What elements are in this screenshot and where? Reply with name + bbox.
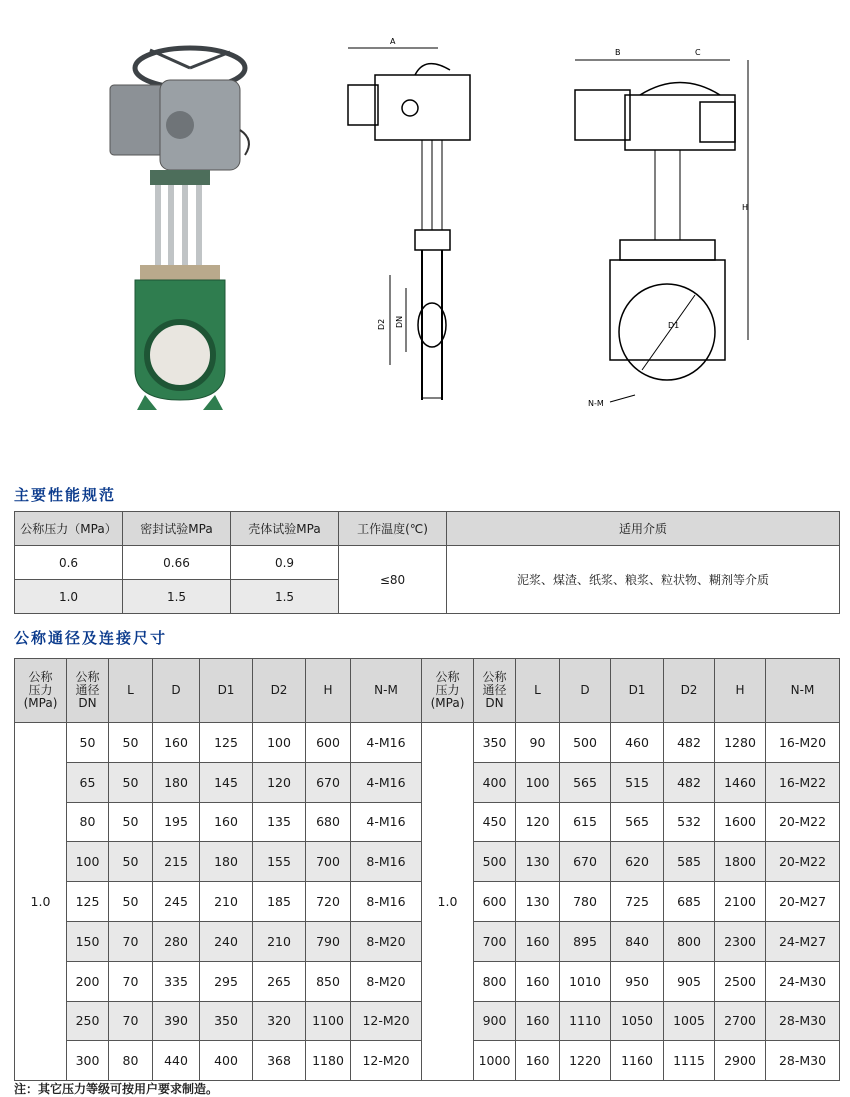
cell-h: 2900 <box>715 1041 766 1081</box>
cell-nm: 8-M16 <box>351 882 422 922</box>
cell-d: 215 <box>153 842 200 882</box>
cell-d2: 1005 <box>664 1001 715 1041</box>
cell-d1: 145 <box>200 762 253 802</box>
cell-pn-left: 1.0 <box>15 723 67 1081</box>
cell-d1: 400 <box>200 1041 253 1081</box>
cell-dn: 450 <box>474 802 516 842</box>
cell-d2: 482 <box>664 723 715 763</box>
cell-l: 70 <box>109 1001 153 1041</box>
header-text: DN <box>485 696 504 710</box>
header-l: L <box>516 659 560 723</box>
cell-l: 80 <box>109 1041 153 1081</box>
cell-d2: 265 <box>253 961 306 1001</box>
cell-h: 1100 <box>306 1001 351 1041</box>
cell-d1: 1160 <box>611 1041 664 1081</box>
cell-nm: 12-M20 <box>351 1041 422 1081</box>
cell-nm: 28-M30 <box>766 1001 840 1041</box>
cell-d: 280 <box>153 921 200 961</box>
header-d: D <box>153 659 200 723</box>
cell-d2: 532 <box>664 802 715 842</box>
cell-h: 2100 <box>715 882 766 922</box>
cell-l: 160 <box>516 961 560 1001</box>
cell-h: 1180 <box>306 1041 351 1081</box>
table-row <box>15 546 840 580</box>
cell-nm: 4-M16 <box>351 762 422 802</box>
cell-d1: 350 <box>200 1001 253 1041</box>
header-dn-right <box>474 659 516 723</box>
cell-d1: 125 <box>200 723 253 763</box>
label-b: B <box>615 48 621 57</box>
front-drawing <box>570 40 770 420</box>
header-nm: N-M <box>766 659 840 723</box>
cell-d: 245 <box>153 882 200 922</box>
cell-d: 670 <box>560 842 611 882</box>
label-nm: N-M <box>588 399 604 408</box>
label-h: H <box>742 203 749 212</box>
cell-dn: 65 <box>67 762 109 802</box>
cell-d: 895 <box>560 921 611 961</box>
label-c: C <box>695 48 701 57</box>
cell-d2: 135 <box>253 802 306 842</box>
cell-d2: 905 <box>664 961 715 1001</box>
cell-dn: 125 <box>67 882 109 922</box>
cell-d1: 240 <box>200 921 253 961</box>
cell-d1: 210 <box>200 882 253 922</box>
cell-nm: 20-M27 <box>766 882 840 922</box>
header-d: D <box>560 659 611 723</box>
cell-d1: 565 <box>611 802 664 842</box>
label-a: A <box>390 37 396 46</box>
cell-d: 1220 <box>560 1041 611 1081</box>
cell-l: 130 <box>516 882 560 922</box>
cell-h: 700 <box>306 842 351 882</box>
cell-h: 850 <box>306 961 351 1001</box>
cell-dn: 100 <box>67 842 109 882</box>
cell-d2: 100 <box>253 723 306 763</box>
table-header-row <box>15 512 840 546</box>
cell-h: 1800 <box>715 842 766 882</box>
cell-pn: 0.6 <box>15 546 123 580</box>
cell-nm: 24-M27 <box>766 921 840 961</box>
header-nm: N-M <box>351 659 422 723</box>
header-text: 通径 <box>482 683 507 697</box>
cell-d1: 180 <box>200 842 253 882</box>
dimension-table-body <box>15 723 840 1081</box>
cell-d2: 800 <box>664 921 715 961</box>
cell-nm: 28-M30 <box>766 1041 840 1081</box>
cell-dn: 500 <box>474 842 516 882</box>
cell-pn: 1.0 <box>15 580 123 614</box>
header-text: 公称 <box>435 670 460 684</box>
cell-d2: 685 <box>664 882 715 922</box>
cell-d2: 155 <box>253 842 306 882</box>
header-text: 压力 <box>28 683 53 697</box>
cell-d: 780 <box>560 882 611 922</box>
cell-l: 50 <box>109 802 153 842</box>
header-text: 公称 <box>482 670 507 684</box>
cell-nm: 16-M22 <box>766 762 840 802</box>
cell-d: 615 <box>560 802 611 842</box>
cell-d2: 1115 <box>664 1041 715 1081</box>
cell-d: 440 <box>153 1041 200 1081</box>
cell-d: 390 <box>153 1001 200 1041</box>
cell-shell: 0.9 <box>231 546 339 580</box>
figure-area <box>0 0 850 470</box>
header-pn-left <box>15 659 67 723</box>
cell-nm: 20-M22 <box>766 842 840 882</box>
cell-d: 1010 <box>560 961 611 1001</box>
cell-d2: 585 <box>664 842 715 882</box>
cell-dn: 200 <box>67 961 109 1001</box>
cell-nm: 8-M20 <box>351 961 422 1001</box>
section-title-dimensions: 公称通径及连接尺寸 <box>14 629 168 647</box>
cell-seal: 1.5 <box>123 580 231 614</box>
cell-dn: 300 <box>67 1041 109 1081</box>
side-drawing <box>330 30 500 420</box>
cell-l: 90 <box>516 723 560 763</box>
cell-dn: 1000 <box>474 1041 516 1081</box>
header-d2: D2 <box>664 659 715 723</box>
cell-nm: 20-M22 <box>766 802 840 842</box>
header-l: L <box>109 659 153 723</box>
header-h: H <box>715 659 766 723</box>
cell-l: 160 <box>516 1041 560 1081</box>
cell-dn: 50 <box>67 723 109 763</box>
cell-dn: 400 <box>474 762 516 802</box>
cell-h: 2500 <box>715 961 766 1001</box>
cell-seal: 0.66 <box>123 546 231 580</box>
cell-h: 600 <box>306 723 351 763</box>
cell-l: 100 <box>516 762 560 802</box>
cell-h: 790 <box>306 921 351 961</box>
cell-dn: 80 <box>67 802 109 842</box>
cell-d: 565 <box>560 762 611 802</box>
cell-h: 680 <box>306 802 351 842</box>
label-d2: D2 <box>377 318 386 330</box>
cell-d2: 320 <box>253 1001 306 1041</box>
header-nominal-pressure: 公称压力（MPa） <box>15 512 123 546</box>
cell-nm: 8-M20 <box>351 921 422 961</box>
header-text: (MPa) <box>430 696 465 710</box>
cell-nm: 4-M16 <box>351 802 422 842</box>
cell-d1: 840 <box>611 921 664 961</box>
cell-h: 2700 <box>715 1001 766 1041</box>
cell-dn: 700 <box>474 921 516 961</box>
cell-d: 160 <box>153 723 200 763</box>
cell-dn: 150 <box>67 921 109 961</box>
cell-h: 670 <box>306 762 351 802</box>
cell-l: 50 <box>109 842 153 882</box>
cell-d1: 295 <box>200 961 253 1001</box>
cell-l: 50 <box>109 882 153 922</box>
section-title-performance: 主要性能规范 <box>14 486 117 504</box>
header-text: 公称 <box>28 670 53 684</box>
cell-nm: 4-M16 <box>351 723 422 763</box>
label-dn: DN <box>395 315 404 328</box>
header-h: H <box>306 659 351 723</box>
cell-d1: 1050 <box>611 1001 664 1041</box>
cell-h: 1280 <box>715 723 766 763</box>
cell-l: 70 <box>109 921 153 961</box>
header-text: 通径 <box>75 683 100 697</box>
cell-d2: 368 <box>253 1041 306 1081</box>
cell-shell: 1.5 <box>231 580 339 614</box>
cell-d2: 185 <box>253 882 306 922</box>
cell-d1: 725 <box>611 882 664 922</box>
performance-table <box>14 511 840 614</box>
header-dn-left <box>67 659 109 723</box>
header-d2: D2 <box>253 659 306 723</box>
cell-d1: 950 <box>611 961 664 1001</box>
cell-nm: 12-M20 <box>351 1001 422 1041</box>
cell-d: 500 <box>560 723 611 763</box>
cell-dn: 600 <box>474 882 516 922</box>
header-working-temp: 工作温度(℃) <box>339 512 447 546</box>
cell-dn: 800 <box>474 961 516 1001</box>
cell-d1: 515 <box>611 762 664 802</box>
cell-nm: 16-M20 <box>766 723 840 763</box>
cell-temp: ≤80 <box>339 546 447 614</box>
cell-d1: 160 <box>200 802 253 842</box>
header-text: DN <box>78 696 97 710</box>
cell-dn: 350 <box>474 723 516 763</box>
cell-l: 130 <box>516 842 560 882</box>
cell-l: 50 <box>109 762 153 802</box>
header-pn-right <box>422 659 474 723</box>
cell-d1: 620 <box>611 842 664 882</box>
cell-medium: 泥浆、煤渣、纸浆、粮浆、粒状物、糊剂等介质 <box>447 546 840 614</box>
cell-d1: 460 <box>611 723 664 763</box>
header-d1: D1 <box>200 659 253 723</box>
cell-h: 2300 <box>715 921 766 961</box>
header-text: 公称 <box>75 670 100 684</box>
valve-photo <box>90 40 260 420</box>
cell-d: 1110 <box>560 1001 611 1041</box>
header-d1: D1 <box>611 659 664 723</box>
cell-dn: 900 <box>474 1001 516 1041</box>
cell-pn-right: 1.0 <box>422 723 474 1081</box>
cell-l: 120 <box>516 802 560 842</box>
cell-h: 1460 <box>715 762 766 802</box>
header-medium: 适用介质 <box>447 512 840 546</box>
table-row <box>15 723 840 763</box>
table-header-row <box>15 659 840 723</box>
header-text: 压力 <box>435 683 460 697</box>
cell-d2: 210 <box>253 921 306 961</box>
cell-d2: 120 <box>253 762 306 802</box>
cell-dn: 250 <box>67 1001 109 1041</box>
cell-h: 720 <box>306 882 351 922</box>
label-d1: D1 <box>668 321 680 330</box>
cell-l: 70 <box>109 961 153 1001</box>
header-text: (MPa) <box>23 696 58 710</box>
header-shell-test: 壳体试验MPa <box>231 512 339 546</box>
cell-d: 195 <box>153 802 200 842</box>
cell-d: 180 <box>153 762 200 802</box>
cell-nm: 8-M16 <box>351 842 422 882</box>
cell-d2: 482 <box>664 762 715 802</box>
footnote: 注：其它压力等级可按用户要求制造。 <box>14 1082 219 1096</box>
cell-l: 50 <box>109 723 153 763</box>
dimension-table <box>14 658 840 1081</box>
cell-l: 160 <box>516 1001 560 1041</box>
cell-l: 160 <box>516 921 560 961</box>
cell-h: 1600 <box>715 802 766 842</box>
cell-nm: 24-M30 <box>766 961 840 1001</box>
cell-d: 335 <box>153 961 200 1001</box>
header-seal-test: 密封试验MPa <box>123 512 231 546</box>
